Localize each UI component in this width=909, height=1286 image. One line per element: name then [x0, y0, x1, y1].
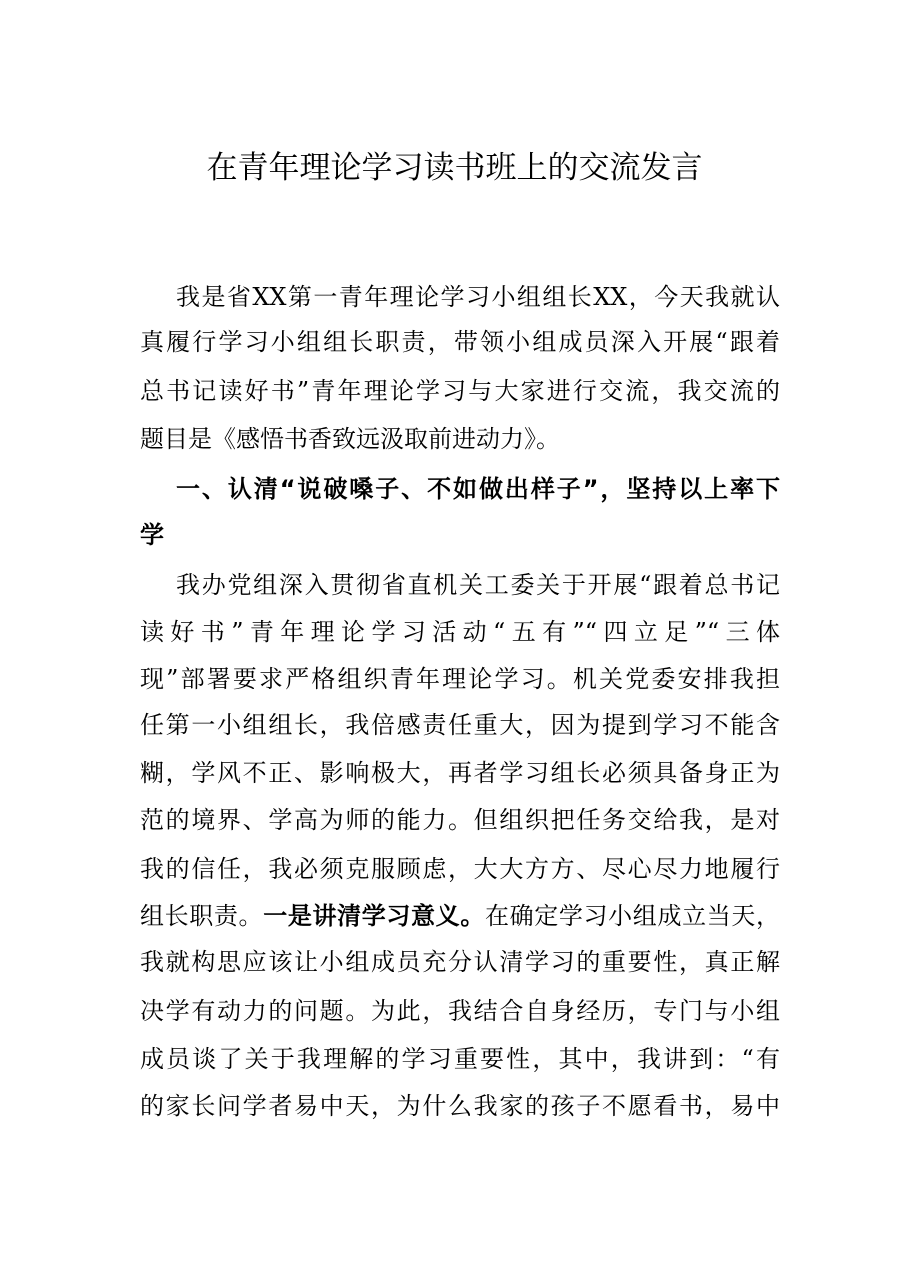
- intro-line-2: 真履行学习小组组长职责，带领小组成员深入开展“跟着: [140, 328, 780, 356]
- intro-line-3: 总书记读好书”青年理论学习与大家进行交流，我交流的: [140, 377, 780, 405]
- body-line-7: 我的信任，我必须克服顾虑，大大方方、尽心尽力地履行: [140, 855, 780, 883]
- body-line-2: 读好书”青年理论学习活动“五有”“四立足”“三体: [140, 618, 780, 646]
- body-line-8-rest: 在确定学习小组成立当天，: [484, 902, 781, 930]
- body-line-10: 决学有动力的问题。为此，我结合自身经历，专门与小组: [140, 997, 780, 1025]
- intro-line-4: 题目是《感悟书香致远汲取前进动力》。: [140, 425, 560, 453]
- body-line-1: 我办党组深入贯彻省直机关工委关于开展“跟着总书记: [176, 571, 780, 599]
- body-line-6: 范的境界、学高为师的能力。但组织把任务交给我，是对: [140, 806, 780, 834]
- key-point-1: 一是讲清学习意义。: [263, 902, 485, 930]
- body-line-11: 成员谈了关于我理解的学习重要性，其中，我讲到：“有: [140, 1045, 780, 1073]
- body-line-3: 现”部署要求严格组织青年理论学习。机关党委安排我担: [140, 665, 780, 693]
- document-title: 在青年理论学习读书班上的交流发言: [206, 150, 703, 186]
- body-line-8: [140, 893, 780, 939]
- body-line-5: 糊，学风不正、影响极大，再者学习组长必须具备身正为: [140, 759, 780, 787]
- section-heading-line-2: 学: [140, 521, 164, 549]
- section-heading-line-1: 一、认清“说破嗓子、不如做出样子”，坚持以上率下: [176, 475, 780, 503]
- body-line-9: 我就构思应该让小组成员充分认清学习的重要性，真正解: [140, 948, 780, 976]
- body-line-4: 任第一小组组长，我倍感责任重大，因为提到学习不能含: [140, 711, 780, 739]
- body-line-8-text: 组长职责。: [140, 902, 264, 930]
- body-line-12: 的家长问学者易中天，为什么我家的孩子不愿看书，易中: [140, 1092, 780, 1120]
- intro-line-1: 我是省XX第一青年理论学习小组组长XX，今天我就认: [176, 283, 780, 311]
